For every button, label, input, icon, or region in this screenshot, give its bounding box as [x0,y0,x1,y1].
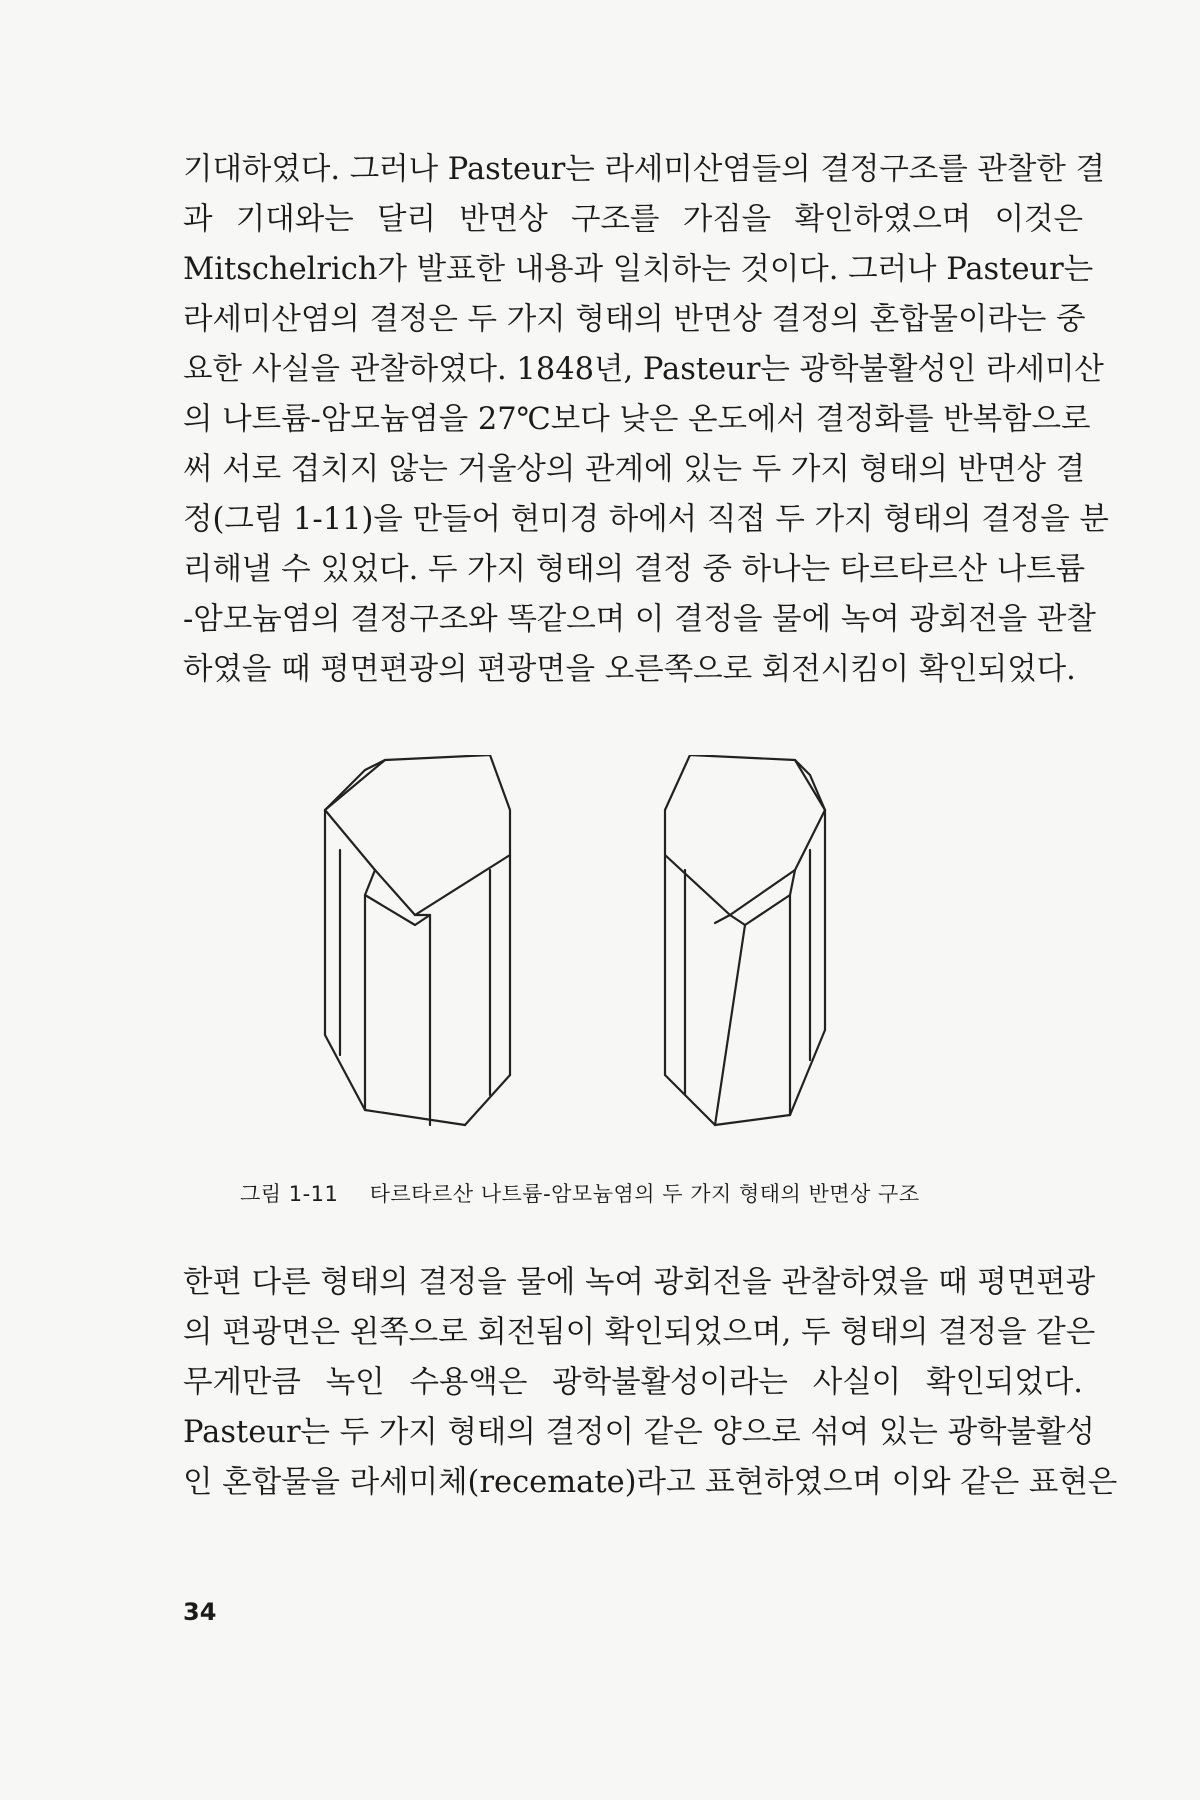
text-line: 인 혼합물을 라세미체(recemate)라고 표현하였으며 이와 같은 표현은 [183,1465,1118,1500]
text-line: Mitschelrich가 발표한 내용과 일치하는 것이다. 그러나 Pasteur는 [183,252,1094,287]
text-line: 써 서로 겹치지 않는 거울상의 관계에 있는 두 가지 형태의 반면상 결 [183,452,1086,487]
caption-label: 그림 1-11 [240,1182,339,1206]
right-handed-crystal [665,755,825,1125]
page-number: 34 [183,1598,217,1626]
left-handed-crystal [325,755,510,1125]
text-line: 의 편광면은 왼쪽으로 회전됨이 확인되었으며, 두 형태의 결정을 같은 [183,1315,1096,1350]
body-paragraph-1 [183,145,1109,695]
crystal-figure [320,755,1120,1165]
text-line: 과 기대와는 달리 반면상 구조를 가짐을 확인하였으며 이것은 [183,202,1083,237]
text-line: 하였을 때 평면편광의 편광면을 오른쪽으로 회전시킴이 확인되었다. [183,652,1076,687]
text-line: 정(그림 1-11)을 만들어 현미경 하에서 직접 두 가지 형태의 결정을 분 [183,502,1109,537]
text-line: 기대하였다. 그러나 Pasteur는 라세미산염들의 결정구조를 관찰한 결 [183,152,1105,187]
text-line: Pasteur는 두 가지 형태의 결정이 같은 양으로 섞여 있는 광학불활성 [183,1415,1095,1450]
caption-text: 타르타르산 나트륨-암모늄염의 두 가지 형태의 반면상 구조 [369,1182,920,1206]
body-paragraph-2 [183,1258,1118,1508]
text-line: 요한 사실을 관찰하였다. 1848년, Pasteur는 광학불활성인 라세미산 [183,352,1104,387]
figure-caption [240,1178,1070,1208]
text-line: -암모늄염의 결정구조와 똑같으며 이 결정을 물에 녹여 광회전을 관찰 [183,602,1096,637]
text-line: 무게만큼 녹인 수용액은 광학불활성이라는 사실이 확인되었다. [183,1365,1083,1400]
text-line: 라세미산염의 결정은 두 가지 형태의 반면상 결정의 혼합물이라는 중 [183,302,1086,337]
text-line: 한편 다른 형태의 결정을 물에 녹여 광회전을 관찰하였을 때 평면편광 [183,1265,1096,1300]
text-line: 리해낼 수 있었다. 두 가지 형태의 결정 중 하나는 타르타르산 나트륨 [183,552,1086,587]
text-line: 의 나트륨-암모늄염을 27℃보다 낮은 온도에서 결정화를 반복함으로 [183,402,1091,437]
